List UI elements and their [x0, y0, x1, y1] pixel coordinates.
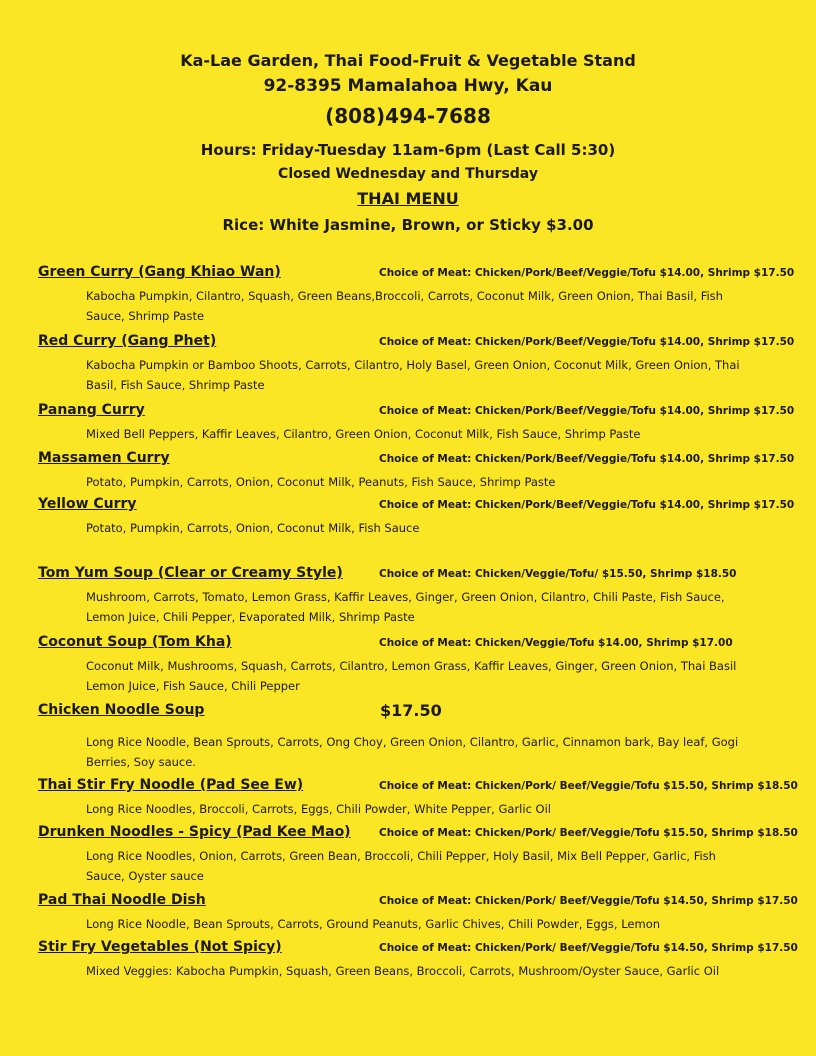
item-name: Drunken Noodles - Spicy (Pad Kee Mao): [38, 824, 351, 840]
item-name: Tom Yum Soup (Clear or Creamy Style): [38, 565, 343, 581]
item-description: Mixed Veggies: Kabocha Pumpkin, Squash, Green Beans, Broccoli, Carrots, Mushroom/Oyster Sauce, Garlic Oil: [86, 964, 720, 978]
item-name: Massamen Curry: [38, 450, 170, 466]
rice-options: Rice: White Jasmine, Brown, or Sticky $3.00: [222, 216, 594, 234]
item-description: Kabocha Pumpkin, Cilantro, Squash, Green Beans,Broccoli, Carrots, Coconut Milk, Green Onion, Thai Basil, Fish Sauce, Shrimp Paste: [86, 289, 723, 323]
business-hours: Hours: Friday-Tuesday 11am-6pm (Last Call 5:30): [200, 141, 616, 159]
item-name: Panang Curry: [38, 402, 145, 418]
menu-item-pad-see-ew: [38, 777, 798, 819]
item-name-main: Stir Fry Vegetables: [38, 939, 189, 955]
item-name-suffix: (Not Spicy): [188, 939, 282, 955]
business-phone: (808)494-7688: [325, 104, 491, 128]
item-price: Choice of Meat: Chicken/Pork/ Beef/Veggie/Tofu $14.50, Shrimp $17.50: [379, 895, 798, 907]
item-name: [38, 939, 282, 955]
menu-item-red-curry: [38, 333, 795, 395]
item-description: Potato, Pumpkin, Carrots, Onion, Coconut Milk, Fish Sauce: [86, 521, 420, 535]
item-price: Choice of Meat: Chicken/Pork/Beef/Veggie/Tofu $14.00, Shrimp $17.50: [379, 453, 795, 465]
item-price: Choice of Meat: Chicken/Veggie/Tofu $14.00, Shrimp $17.00: [379, 637, 733, 649]
item-price: Choice of Meat: Chicken/Pork/ Beef/Veggie/Tofu $15.50, Shrimp $18.50: [379, 780, 798, 792]
item-description: Kabocha Pumpkin or Bamboo Shoots, Carrots, Cilantro, Holy Basel, Green Onion, Coconut Milk, Green Onion, Thai Basil, Fish Sauce, Shrimp Paste: [86, 358, 740, 392]
item-name: Thai Stir Fry Noodle (Pad See Ew): [38, 777, 304, 793]
menu-header: [0, 50, 816, 238]
menu-item-coconut-soup: [38, 634, 738, 696]
item-description: Long Rice Noodles, Onion, Carrots, Green Bean, Broccoli, Chili Pepper, Holy Basil, Mix Bell Pepper, Garlic, Fish Sauce, Oyster sauce: [86, 849, 716, 883]
business-name: Ka-Lae Garden, Thai Food-Fruit & Vegetable Stand: [180, 51, 636, 70]
menu-title: THAI MENU: [357, 189, 459, 208]
menu-item-stir-fry-vegetables: [38, 939, 798, 981]
business-address: 92-8395 Mamalahoa Hwy, Kau: [263, 76, 553, 96]
item-name: Red Curry (Gang Phet): [38, 333, 217, 349]
item-description: Long Rice Noodle, Bean Sprouts, Carrots, Ground Peanuts, Garlic Chives, Chili Powder, Eggs, Lemon: [86, 917, 661, 931]
menu-item-pad-thai: [38, 892, 798, 934]
menu-item-drunken-noodles: [38, 824, 798, 886]
item-price: $17.50: [380, 701, 442, 720]
item-name: Pad Thai Noodle Dish: [38, 892, 206, 908]
menu-item-massamen-curry: [38, 450, 795, 492]
menu-item-chicken-noodle-soup: [38, 702, 738, 772]
menu-item-panang-curry: [38, 402, 795, 444]
item-price: Choice of Meat: Chicken/Pork/ Beef/Veggie/Tofu $15.50, Shrimp $18.50: [379, 827, 798, 839]
menu-item-tom-yum-soup: [38, 565, 738, 627]
item-price: Choice of Meat: Chicken/Pork/Beef/Veggie/Tofu $14.00, Shrimp $17.50: [379, 336, 795, 348]
item-description: Long Rice Noodle, Bean Sprouts, Carrots, Ong Choy, Green Onion, Cilantro, Garlic, Cinnamon bark, Bay leaf, Gogi Berries, Soy sauce.: [86, 735, 739, 769]
item-price: Choice of Meat: Chicken/Pork/Beef/Veggie/Tofu $14.00, Shrimp $17.50: [379, 405, 795, 417]
menu-item-yellow-curry: [38, 496, 795, 538]
item-name: Chicken Noodle Soup: [38, 702, 205, 718]
item-description: Coconut Milk, Mushrooms, Squash, Carrots, Cilantro, Lemon Grass, Kaffir Leaves, Ginger, Green Onion, Thai Basil Lemon Juice, Fish Sauce, Chili Pepper: [86, 659, 737, 693]
item-price: Choice of Meat: Chicken/Pork/Beef/Veggie/Tofu $14.00, Shrimp $17.50: [379, 499, 795, 511]
closed-days: Closed Wednesday and Thursday: [278, 166, 538, 182]
item-price: Choice of Meat: Chicken/Veggie/Tofu/ $15.50, Shrimp $18.50: [379, 568, 737, 580]
item-description: Potato, Pumpkin, Carrots, Onion, Coconut Milk, Peanuts, Fish Sauce, Shrimp Paste: [86, 475, 556, 489]
item-price: Choice of Meat: Chicken/Pork/ Beef/Veggie/Tofu $14.50, Shrimp $17.50: [379, 942, 798, 954]
item-price: Choice of Meat: Chicken/Pork/Beef/Veggie/Tofu $14.00, Shrimp $17.50: [379, 267, 795, 279]
item-description: Mushroom, Carrots, Tomato, Lemon Grass, Kaffir Leaves, Ginger, Green Onion, Cilantro, Chili Paste, Fish Sauce, Lemon Juice, Chili Pepper, Evaporated Milk, Shrimp Paste: [86, 590, 725, 624]
item-description: Mixed Bell Peppers, Kaffir Leaves, Cilantro, Green Onion, Coconut Milk, Fish Sauce, Shrimp Paste: [86, 427, 641, 441]
item-description: Long Rice Noodles, Broccoli, Carrots, Eggs, Chili Powder, White Pepper, Garlic Oil: [86, 802, 551, 816]
item-name: Green Curry (Gang Khiao Wan): [38, 264, 281, 280]
menu-item-green-curry: [38, 264, 795, 326]
item-name: Coconut Soup (Tom Kha): [38, 634, 232, 650]
item-name: Yellow Curry: [38, 496, 137, 512]
